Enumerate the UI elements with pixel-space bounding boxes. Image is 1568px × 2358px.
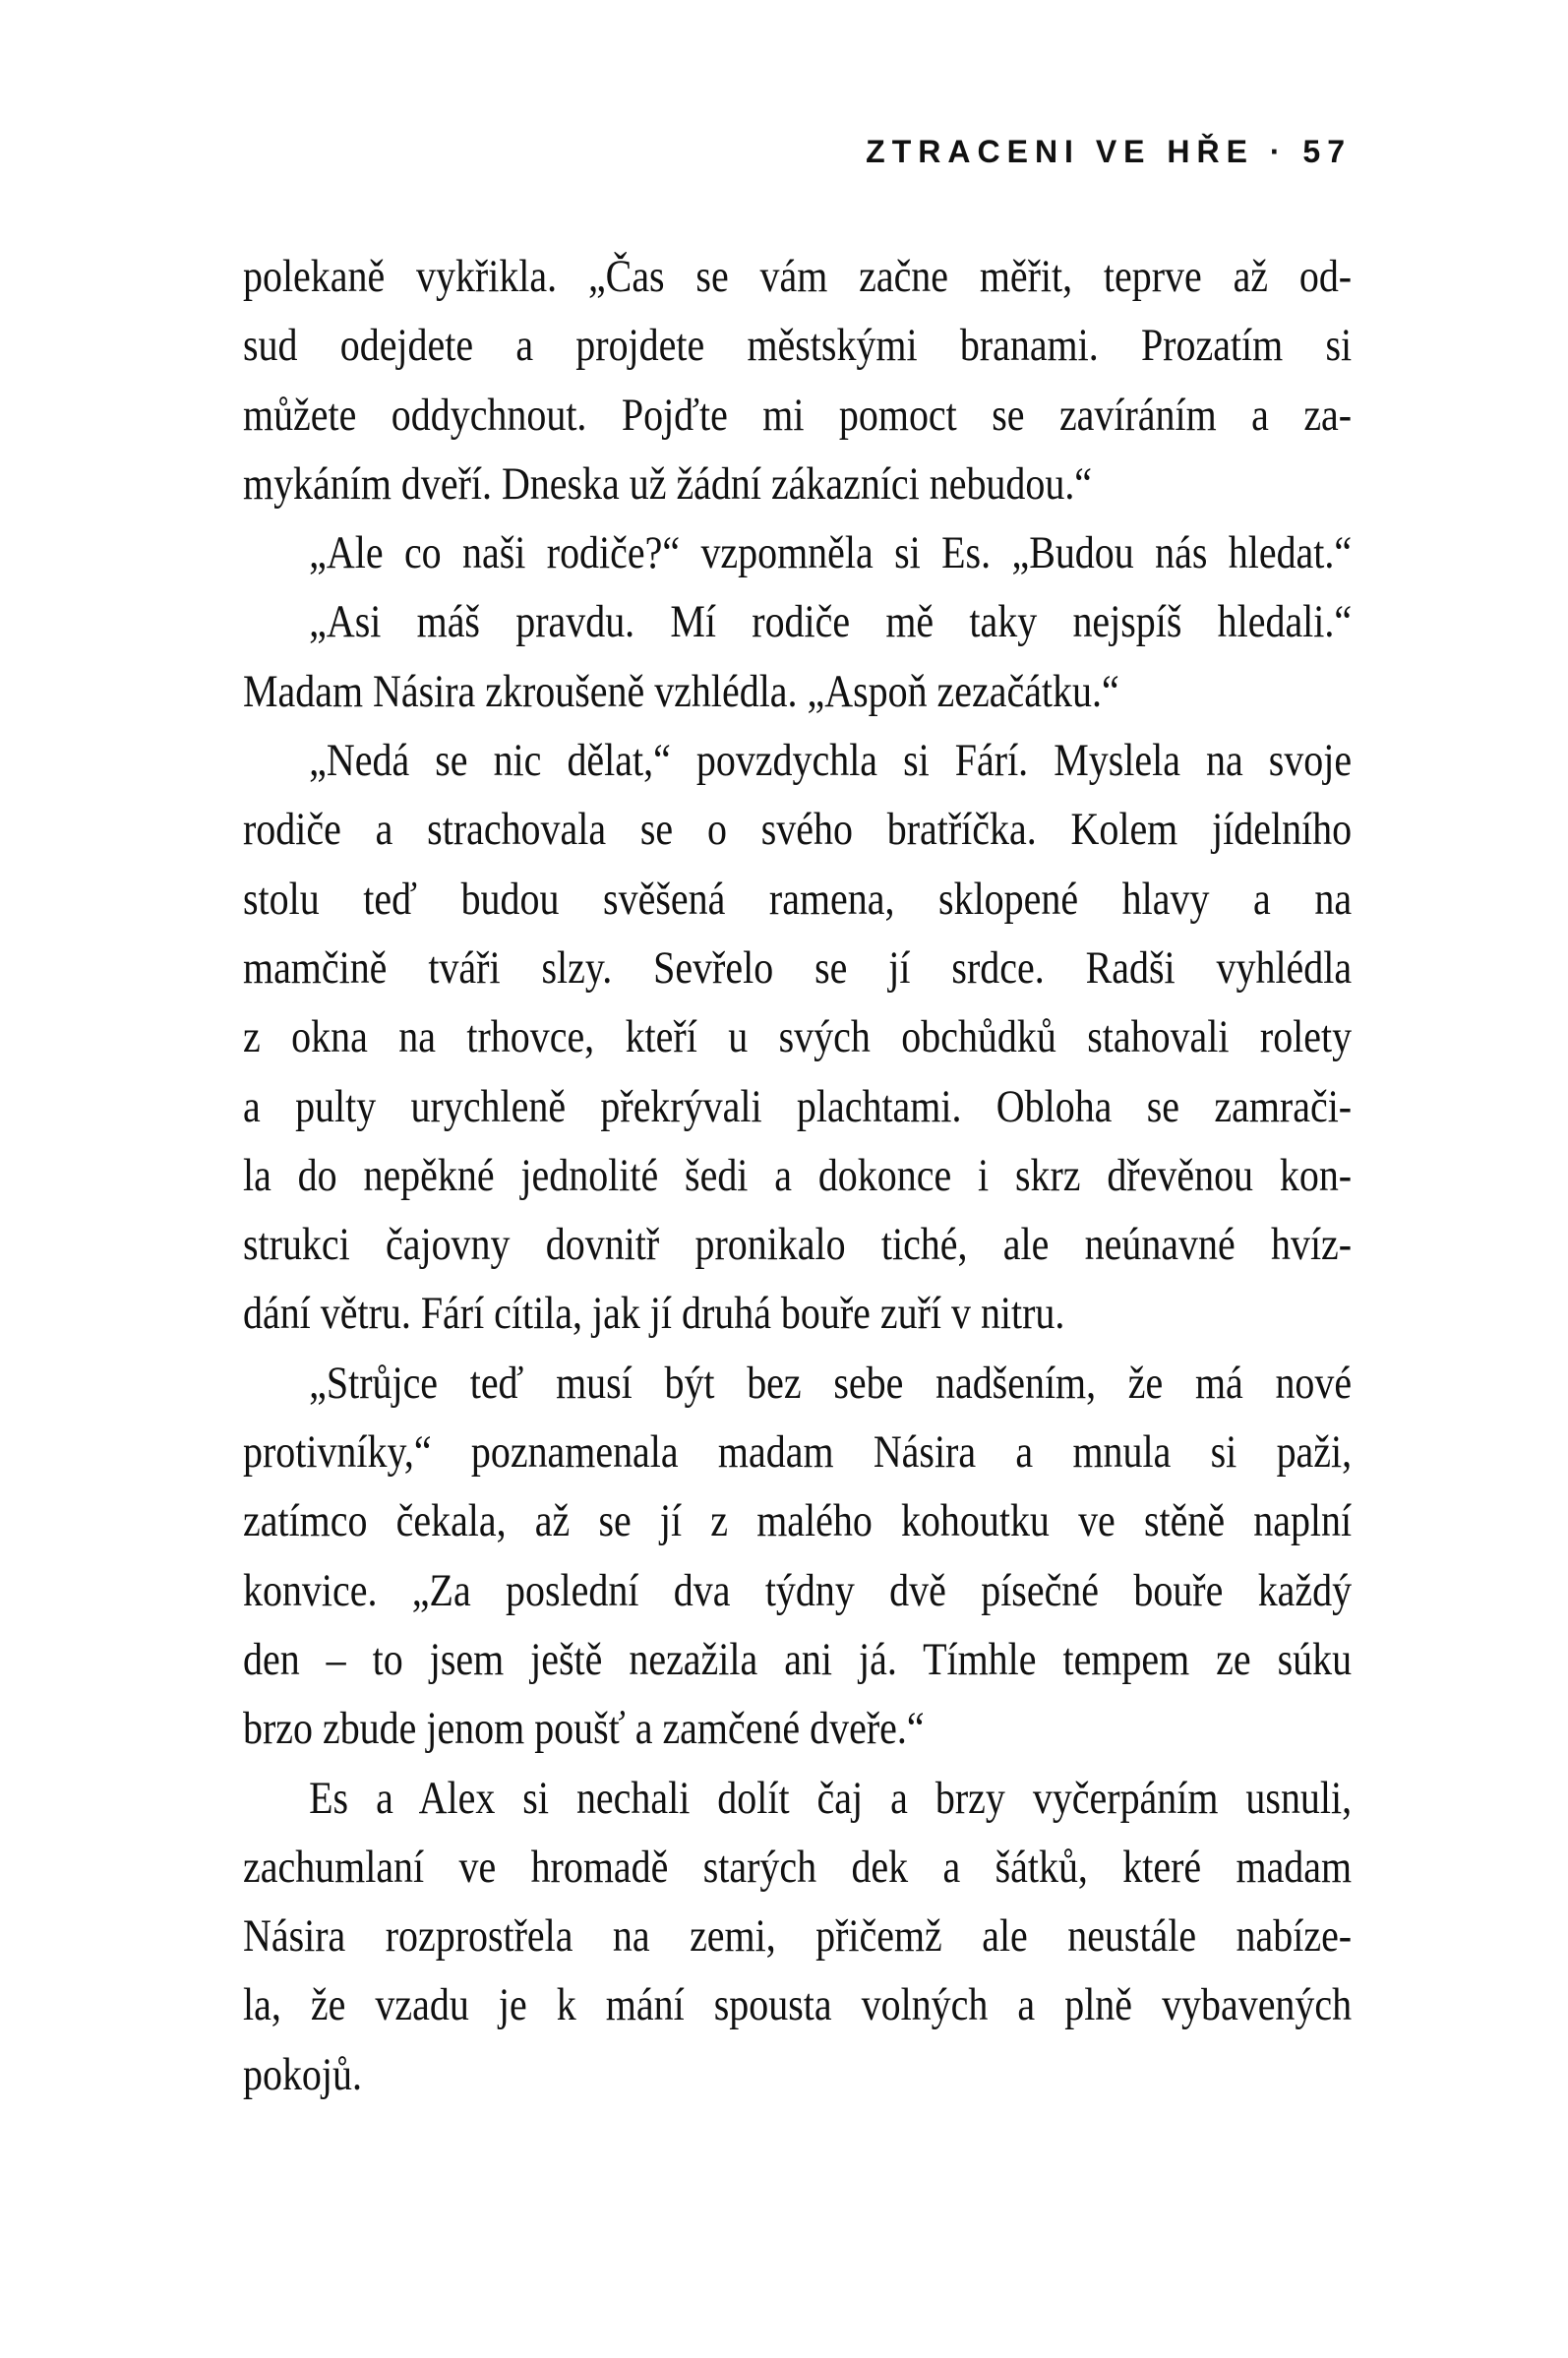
- running-header: [866, 134, 1352, 170]
- text-line: a pulty urychleně překrývali plachtami. Obloha se zamrači-: [243, 1080, 1353, 1132]
- text-line: Násira rozprostřela na zemi, přičemž ale neustále nabíze-: [243, 1910, 1353, 1963]
- text-line: den – to jsem ještě nezažila ani já. Tímhle tempem ze súku: [243, 1633, 1353, 1685]
- text-line: můžete oddychnout. Pojďte mi pomoct se zavíráním a za-: [243, 389, 1353, 441]
- header-title: ZTRACENI VE HŘE: [866, 134, 1254, 169]
- text-line: konvice. „Za poslední dva týdny dvě písečné bouře každý: [243, 1564, 1353, 1616]
- text-line: „Strůjce teď musí být bez sebe nadšením, že má nové: [309, 1357, 1353, 1409]
- text-line: la do nepěkné jednolité šedi a dokonce i skrz dřevěnou kon-: [243, 1149, 1353, 1201]
- text-line: zatímco čekala, až se jí z malého kohoutku ve stěně naplní: [243, 1495, 1353, 1547]
- text-line: rodiče a strachovala se o svého bratříčka. Kolem jídelního: [243, 804, 1353, 856]
- text-line: brzo zbude jenom poušť a zamčené dveře.“: [243, 1703, 925, 1755]
- text-line: protivníky,“ poznamenala madam Násira a mnula si paži,: [243, 1426, 1353, 1479]
- text-line: mykáním dveří. Dneska už žádní zákazníci nebudou.“: [243, 457, 1093, 510]
- header-separator: ·: [1269, 134, 1288, 169]
- text-line: sud odejdete a projdete městskými branami. Prozatím si: [243, 320, 1353, 372]
- text-line: strukci čajovny dovnitř pronikalo tiché, ale neúnavné hvíz-: [243, 1219, 1353, 1271]
- text-line: mamčině tváři slzy. Sevřelo se jí srdce. Radši vyhlédla: [243, 941, 1353, 994]
- body-text: [243, 242, 1352, 2109]
- text-line: dání větru. Fárí cítila, jak jí druhá bouře zuří v nitru.: [243, 1288, 1065, 1340]
- text-line: pokojů.: [243, 2048, 362, 2100]
- text-line: „Asi máš pravdu. Mí rodiče mě taky nejspíš hledali.“: [309, 596, 1353, 648]
- text-line: z okna na trhovce, kteří u svých obchůdků stahovali rolety: [243, 1011, 1353, 1063]
- text-line: stolu teď budou svěšená ramena, sklopené hlavy a na: [243, 873, 1353, 925]
- text-line: „Ale co naši rodiče?“ vzpomněla si Es. „Budou nás hledat.“: [309, 527, 1353, 579]
- text-line: polekaně vykřikla. „Čas se vám začne měřit, teprve až od-: [243, 251, 1353, 302]
- text-line: „Nedá se nic dělat,“ povzdychla si Fárí. Myslela na svoje: [309, 735, 1353, 787]
- text-line: Es a Alex si nechali dolít čaj a brzy vyčerpáním usnuli,: [309, 1772, 1353, 1824]
- text-line: Madam Násira zkroušeně vzhlédla. „Aspoň zezačátku.“: [243, 665, 1119, 717]
- page-number: 57: [1302, 134, 1352, 169]
- text-line: la, že vzadu je k mání spousta volných a plně vybavených: [243, 1979, 1353, 2031]
- text-line: zachumlaní ve hromadě starých dek a šátků, které madam: [243, 1841, 1353, 1893]
